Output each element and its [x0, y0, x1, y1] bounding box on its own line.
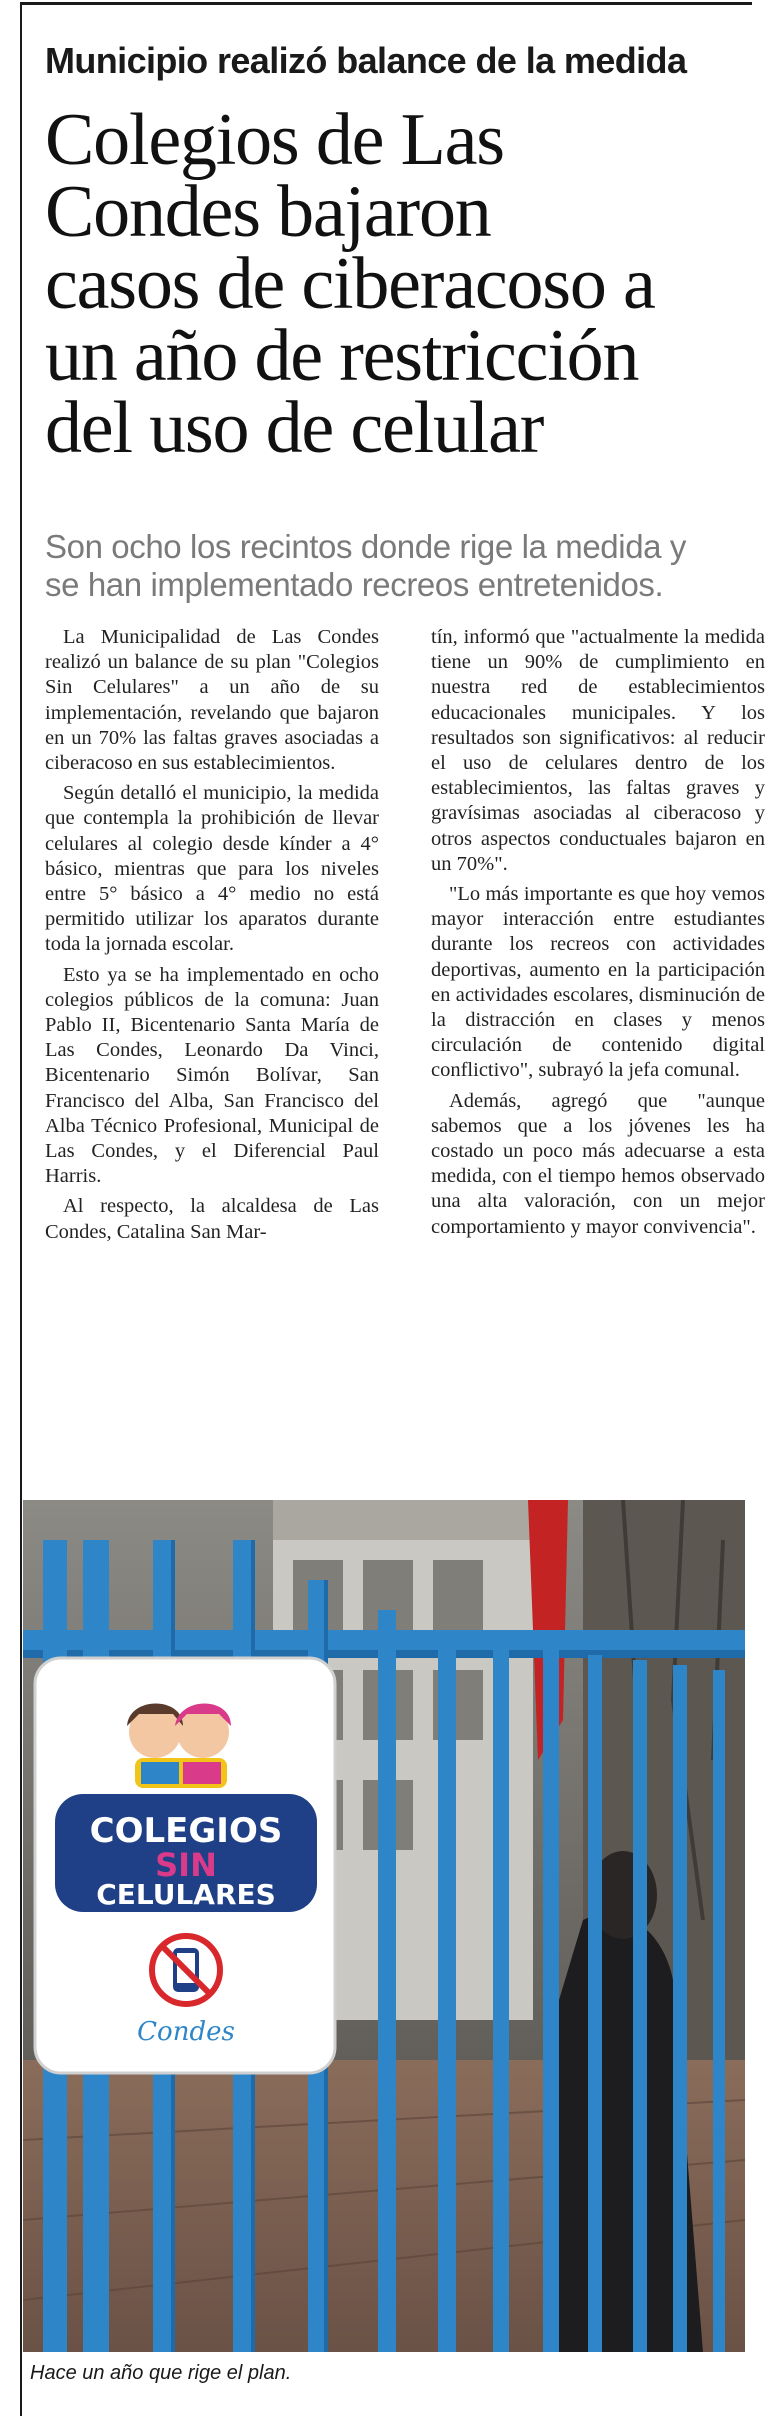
top-rule — [20, 2, 752, 5]
headline — [45, 99, 765, 469]
left-rule — [20, 5, 22, 2416]
paragraph: Al respecto, la alcaldesa de Las Condes, Catalina San Mar- — [45, 1195, 379, 1243]
paragraph: Esto ya se ha implementado en ocho colegios públicos de la comuna: Juan Pablo II, Bicentenario Santa María de Las Condes, Leonardo Da Vinci, Bicentenario Simón Bolívar, San Francisco del Alba, San Francisco del Alba Técnico Profesional, Municipal de Las Condes, y el Diferencial Paul Harris. — [45, 963, 379, 1188]
paragraph: Según detalló el municipio, la medida que contempla la prohibición de llevar celulares al colegio desde kínder a 4° básico, mientras que para los niveles entre 5° básico a 4° medio no está permitido utilizar los aparatos durante toda la jornada escolar. — [45, 782, 379, 956]
paragraph: La Municipalidad de Las Condes realizó un balance de su plan "Colegios Sin Celulares" a un año de su implementación, revelando que bajaron en un 70% las faltas graves asociadas a ciberacoso en sus establecimientos. — [45, 626, 379, 775]
headline-line: del uso de celular — [45, 387, 544, 469]
left-column — [45, 625, 379, 1250]
headline-line: casos de ciberacoso a — [45, 243, 655, 325]
paragraph: tín, informó que "actualmente la medida tiene un 90% de cumplimiento en nuestra red de establecimientos educacionales municipales. Y los resultados son significativos: al reducir el uso de celulares dentro de los establecimientos, las faltas graves y gravísimas asociadas al ciberacoso y otros aspectos conductuales bajaron en un 70%". — [431, 626, 765, 875]
no-phone-icon — [152, 1936, 220, 2004]
photo-illustration — [23, 1500, 745, 2352]
headline-line: un año de restricción — [45, 315, 639, 397]
photo — [23, 1500, 745, 2352]
deck — [45, 528, 765, 604]
deck-line: se han implementado recreos entretenidos. — [45, 566, 664, 603]
sign-logo: Condes — [137, 2017, 235, 2047]
paragraph: Además, agregó que "aunque sabemos que a los jóvenes les ha costado un poco más adecuarse a esta medida, con el tiempo hemos observado una alta valoración, con un mejor comportamiento y mayor convivencia". — [431, 1089, 765, 1238]
sign-text-sin: SIN — [155, 1846, 217, 1884]
sign-board — [35, 1658, 335, 2073]
body-columns — [45, 625, 765, 1440]
sign-text-celulares: CELULARES — [96, 1878, 276, 1911]
paragraph: "Lo más importante es que hoy vemos mayor interacción entre estudiantes durante los recreos con actividades deportivas, aumento en la participación en actividades escolares, disminución de la distracción en clases y menos circulación de contenido digital conflictivo", subrayó la jefa comunal. — [431, 883, 765, 1082]
sign-text-colegios: COLEGIOS — [89, 1811, 283, 1851]
deck-line: Son ocho los recintos donde rige la medida y — [45, 528, 686, 565]
photo-caption: Hace un año que rige el plan. — [30, 2362, 292, 2384]
right-column — [431, 625, 765, 1245]
headline-line: Condes bajaron — [45, 171, 491, 253]
headline-line: Colegios de Las — [45, 99, 504, 181]
kicker: Municipio realizó balance de la medida — [45, 40, 687, 81]
